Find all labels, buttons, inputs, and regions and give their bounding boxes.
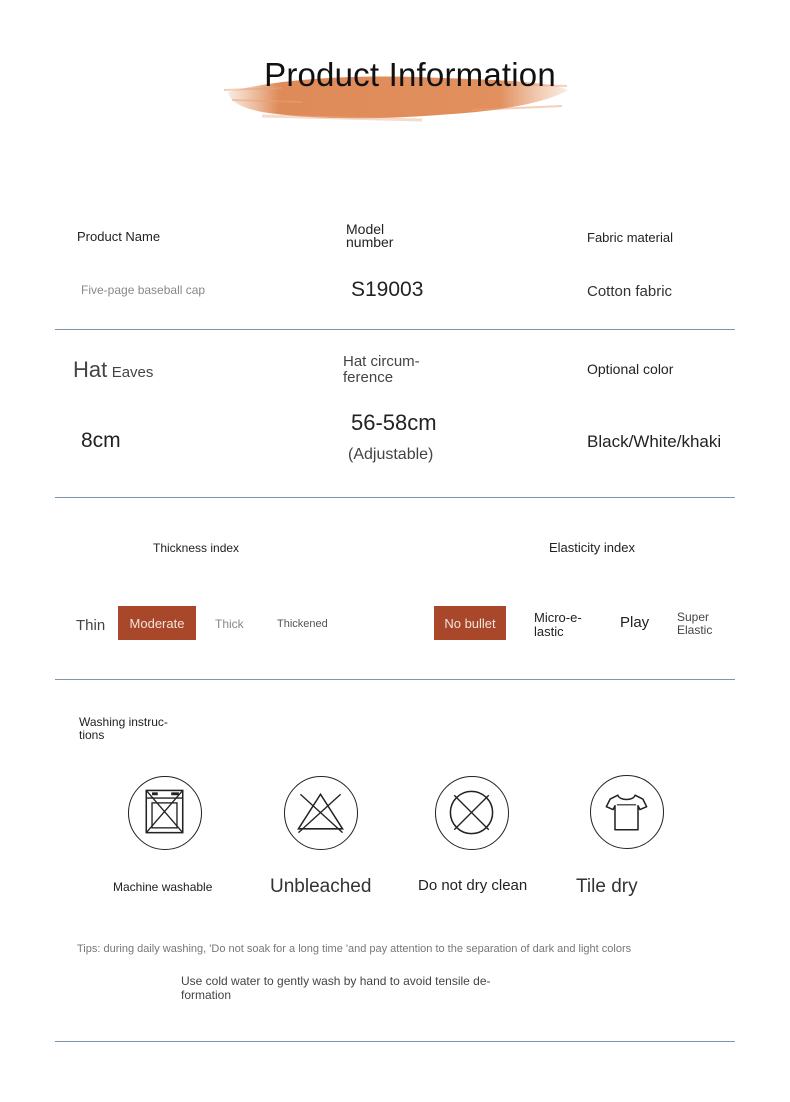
divider: [55, 1041, 735, 1042]
hat-eaves-value: 8cm: [81, 429, 121, 452]
washing-tip-cold-water: Use cold water to gently wash by hand to avoid tensile de- formation: [181, 974, 491, 1002]
hat-circumference-value: 56-58cm: [351, 410, 437, 435]
divider: [55, 497, 735, 498]
divider: [55, 329, 735, 330]
thickness-option-moderate: Moderate: [118, 606, 196, 640]
no-bleach-icon: [284, 776, 358, 850]
optional-color-value: Black/White/khaki: [587, 432, 722, 451]
washing-tip: Tips: during daily washing, 'Do not soak for a long time 'and pay attention to the separation of dark and light colors: [77, 943, 632, 955]
model-number-value: S19003: [351, 278, 424, 301]
wash-label-machine-washable: Machine washable: [113, 880, 213, 894]
page-title: Product Information: [264, 56, 556, 93]
hat-eaves-label: Hat Eaves: [73, 357, 154, 382]
elasticity-option-play: Play: [620, 614, 650, 631]
elasticity-index-title: Elasticity index: [549, 540, 635, 555]
fabric-material-label: Fabric material: [587, 230, 673, 245]
tile-dry-icon: [590, 775, 664, 849]
product-name-label: Product Name: [77, 229, 161, 244]
machine-wash-icon: [128, 776, 202, 850]
thickness-option-thickened: Thickened: [277, 618, 328, 630]
elasticity-option-no-bullet: No bullet: [434, 606, 506, 640]
wash-label-unbleached: Unbleached: [270, 876, 372, 897]
washing-instructions-title: Washing instruc- tions: [79, 715, 168, 742]
no-dry-clean-icon: [435, 776, 509, 850]
wash-label-tile-dry: Tile dry: [576, 876, 638, 897]
wash-label-do-not-dry-clean: Do not dry clean: [418, 877, 528, 894]
model-number-label: Model number: [346, 221, 394, 250]
thickness-option-thin: Thin: [76, 617, 106, 634]
hat-circumference-note: (Adjustable): [348, 446, 434, 463]
elasticity-option-micro-elastic: Micro-e- lastic: [534, 610, 582, 639]
product-name-value: Five-page baseball cap: [81, 283, 206, 297]
hat-circumference-label: Hat circum- ference: [343, 353, 420, 386]
fabric-material-value: Cotton fabric: [587, 283, 673, 300]
elasticity-option-super-elastic: Super Elastic: [677, 610, 713, 637]
divider: [55, 679, 735, 680]
thickness-option-thick: Thick: [215, 617, 244, 631]
thickness-index-title: Thickness index: [153, 541, 240, 555]
optional-color-label: Optional color: [587, 361, 674, 377]
